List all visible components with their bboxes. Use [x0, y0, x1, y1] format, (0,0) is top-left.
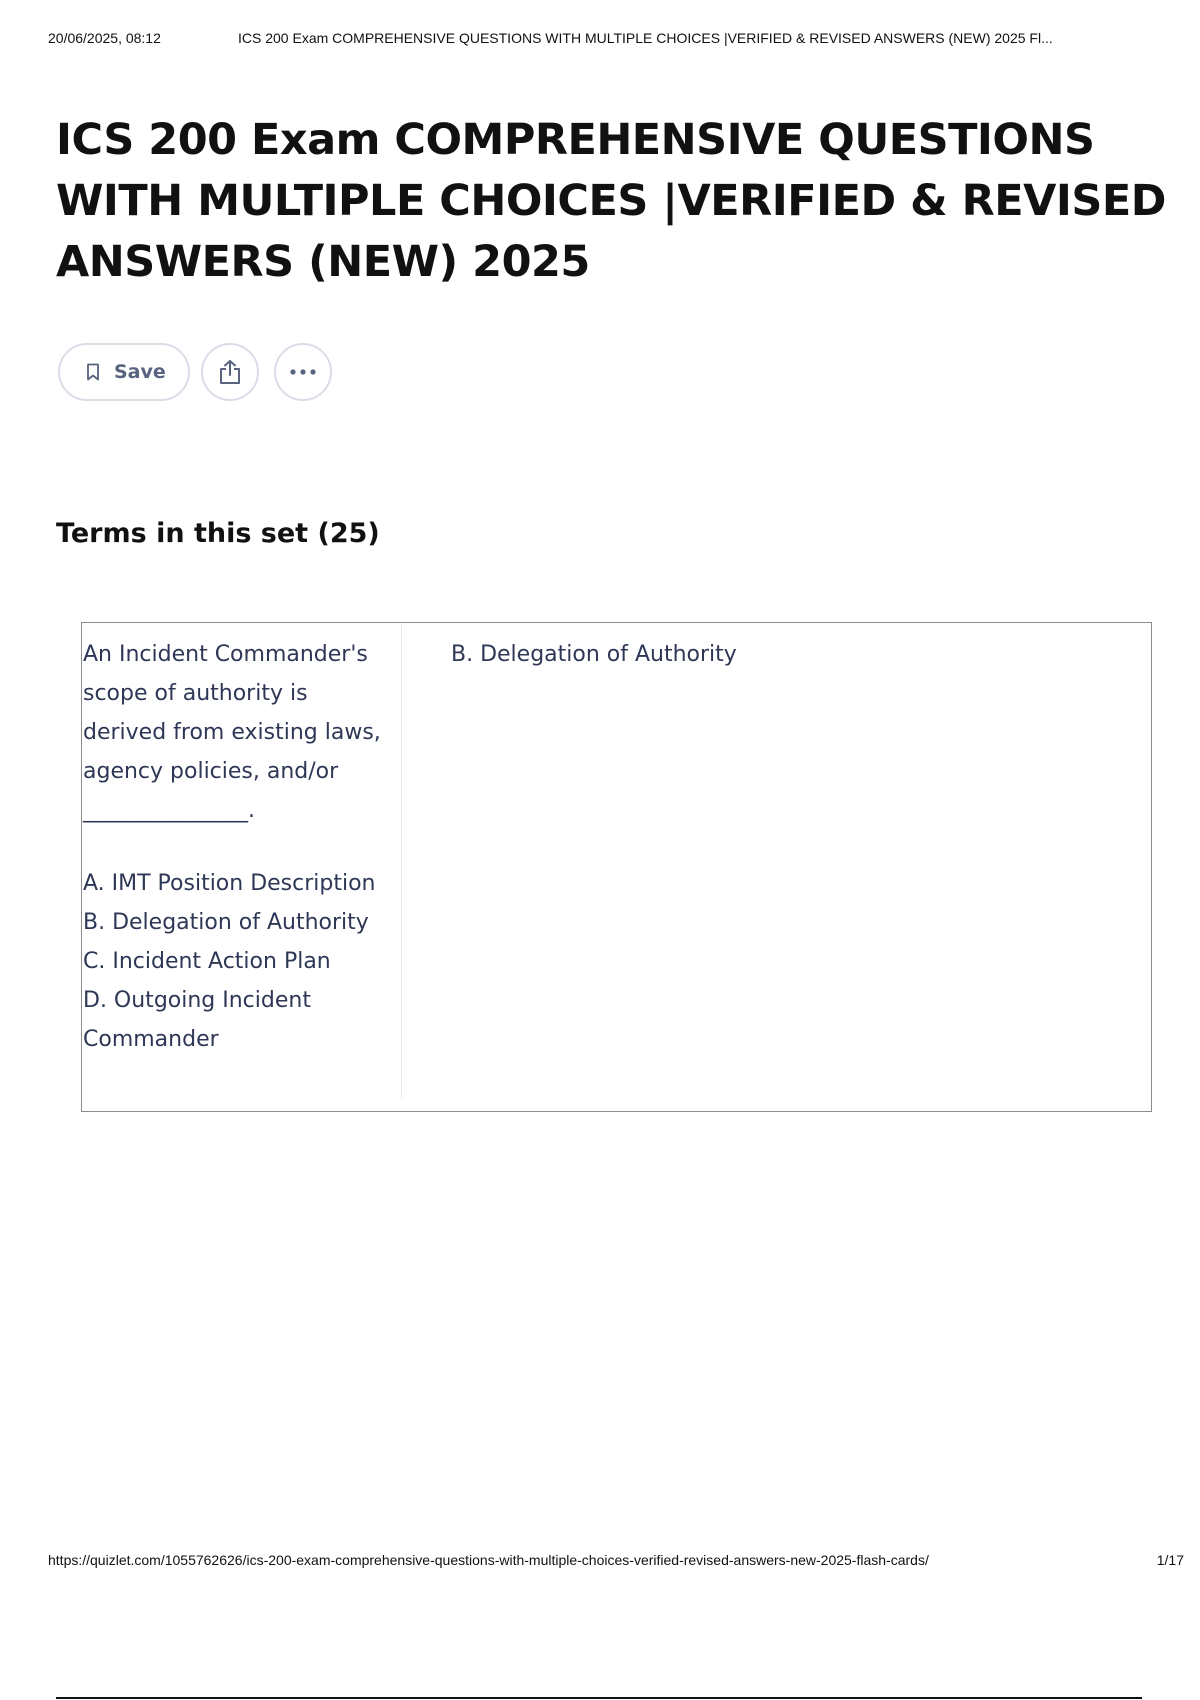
save-button[interactable] — [58, 343, 190, 401]
choice-b: B. Delegation of Authority — [83, 910, 369, 935]
bookmark-icon — [86, 363, 100, 381]
save-button-label: Save — [114, 361, 166, 383]
page-title: ICS 200 Exam COMPREHENSIVE QUESTIONS WITH MULTIPLE CHOICES |VERIFIED & REVISED ANSWERS (NEW) 2025 — [56, 115, 1166, 287]
term-blank: _______________. — [83, 798, 255, 823]
term-card — [81, 622, 1152, 1112]
choice-a: A. IMT Position Description — [83, 871, 376, 896]
print-page-number: 1/17 — [1156, 1552, 1184, 1568]
print-footer — [48, 1552, 1184, 1568]
choice-c: C. Incident Action Plan — [83, 949, 331, 974]
more-options-button[interactable] — [274, 343, 332, 401]
choice-d: D. Outgoing Incident Commander — [83, 988, 311, 1052]
definition-side — [451, 635, 1131, 674]
print-doc-title: ICS 200 Exam COMPREHENSIVE QUESTIONS WITH MULTIPLE CHOICES |VERIFIED & REVISED ANSWERS (NEW) 2025 Fl... — [238, 30, 1053, 46]
more-options-icon — [289, 368, 317, 376]
definition-text: B. Delegation of Authority — [451, 642, 737, 667]
print-header — [48, 30, 1176, 50]
share-icon — [217, 358, 243, 386]
share-button[interactable] — [201, 343, 259, 401]
term-side — [83, 635, 383, 1059]
card-divider — [401, 623, 402, 1099]
print-url: https://quizlet.com/1055762626/ics-200-exam-comprehensive-questions-with-multiple-choices-verified-revised-answers-new-2025-flash-cards/ — [48, 1552, 929, 1568]
print-datetime: 20/06/2025, 08:12 — [48, 30, 161, 46]
bottom-divider — [56, 1697, 1142, 1699]
terms-heading: Terms in this set (25) — [56, 518, 380, 549]
term-question: An Incident Commander's scope of authority is derived from existing laws, agency policies, and/or — [83, 642, 381, 784]
